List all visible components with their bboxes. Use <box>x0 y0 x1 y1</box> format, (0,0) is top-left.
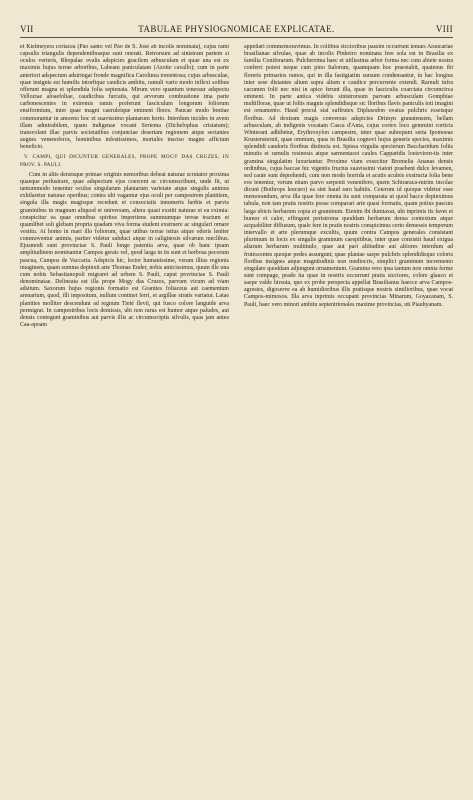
running-title: TABULAE PHYSIOGNOMICAE EXPLICATAE. <box>138 24 335 34</box>
left-paragraph-2: Cum in altis densisque primae originis nemoribus debeat naturae scrutator proxima quaeque perlustrare, quae adspectum ejus coercent ac circumscribunt, unde fit, ut tantummodo tenentur oculus singularum plantarum varietate atque singulis animus exhilaretur naturae operibus; contra ubi vagantur ejus oculi per campestrem planitiem, singula illa magis magisque recedunt et consociatis innumeris herbis et parvis graminibus in magnum aliquod et universum, altera quasi exstiti naturae et ea eximia: conspicitur ea quae omnibus spiritus imperitens summumque terrae tractum et quamlibet soli glebam propria quadam viva forma student exstruere ac singulari ornare vestitu. At homo in mari illo foliorum, quae utibus terrae istius atque odoris leniter commoventur animis, pariter videtur subduci atque in caliginosis silvarum meclibus. Ejusmodi sunt provinciae S. Pauli longe patentia arva, quae ob hanc ipsam amplitudinem nominantur Campos gerais vel, quod larga in iis sunt et herbosa pecorum pascua, Campos de Vaccaria. Adspicis hic, lector humanissime, veram illius regionis imaginem, quam summa depinxit arte Thomas Ender, nobis amicissimus, quum ille una cum nobis Sebastianopoli migraret ad urbem S. Pauli, caput provinciae S. Pauli denominatae. Delineata est illa prope Mogy das Cruzes, parvum vicum ad viam adsitum. Saxorum hujus regionis formatio est Granites foliaceus aut caementum arenarium, quod, illi impositum, nullum continet ferri, et argillae stratis variatur. Latae planities molliter descendunt ad regnum Tieté flevii, qui fusco colore languide arva permigrat. In campestribus locis demissis, ubi non rarus est humor atque paludes, aut densis contegunt graminibus aut parvis illis ac circumscriptis silvulis, quas jam antea Caa-apoam <box>20 171 229 329</box>
running-header <box>20 24 453 34</box>
right-paragraph-1: appellari commemoravimus. In collibus siccioribus passim occurrunt tenues Araucariae brasilianae silvulae, quae ab incolis Pinheiro nominata fere sola est in Brasilia ex familia Coniferarum. Pulcherrima haec et utilissima arbor forma nec cum abiete nostra conferri potest neque cum pino Italorum, quamquam hoc praestabit, quatenus ibi floreris primarios ramos, qui in illa fastigiatim sursum condensantur, in hac longius inter sese distantes alium supra alium e caudice percurrente extendi. Rarnuli infra cacumen folii nec nisi in apice ferunt illa, quae in fasciculis coarctata circumcirca eminent. In parte antica videbis sinistrorsum parvam arbusculam Gomphiae multiflorae, quae ut foliis magnis splendidisque sic floribus flavis paniculis toti imagini est ornamento. Haud procul stat suffrutex Diplusodon ovatus pulchris roseisque floribus. Ad dextram magis conversus adspicies Drimyn granatensem, bellam arbusculam, ab indigenis vocatam Casca d'Anta, cujus cortex loco gemmini corticis Winterani adhibetur, Erythroxylon campestre, inter quae subrepunt serta Ipomoeae Krustensternii, quae omnium, quas in Brasilia cognovi hujus generis species, maximis splendidi candoris floribus distincta est. Spissa virgulta specierum Baccharidum foliis minutis et ramulis resinosis atque sarmentacei caules Capparidis loeteviren-tis inter gramina singulatim luxuriantur. Proxime viam exsecitur Bromelia Ananas densis ordinibus, cujus baccae hic vigentis fructus suavissimi viatori praebent dulce levamen, sed caute sunt deprehendi, cum non modo horrida et acutis aculeis exstructa folia bene eos tenentur, verum etiam parvo serpenti venenifero, quem Schiraraca-mirim incolae dicunt (Bothrops leucuro) ea sint haud raro habitis. Ceterum id quoque videtur esse memorandum, arva illa quae fere omnia iis sunt comparata ut quod hacce depinximus tabula, non tam pratis nostris posse comparari arte quasi formatis, quam potius pascuis larga ubicis herbarum copia et graminum. Etenim ibi dumtaxat, ubi inprimis iis favet et humor et calor, effingunt peristroma quoddam herbarum densa contextum atque acquabiliter diffusum, quale fere in pratis nostris conspicimus certo demessis temporum intervallo et arte plerumque excultis, quum contra Campos generales consistant plurimum in locis ex singulis graminum caespitibus, inter quae consistit haud exigua aliarum herbarum multitudo, quae aut pari altitudine aut altiores interdum ad frutescentes quoque pedes assurgunt; quae plantae saepe pulchris splendidisque coloris floribus insignes atque magnitudinis non mediocris, simplici graminum incremento singulare quoddam adjungunt ornamentum. Gramina vero ipsa tantum non omnia ferme sunt compage, prado ita quae in nostris occurrunt pratis sicciores, colore glauco et saepe valde hirsuta, quo ex probe perspecta appellat Brasilianus haecce arva Campos-agrestes, digoserve ea ab humidioribus illis pratisque nostris similioribus, quae vocat Campos-mimosos. Illa arva inprimis occupant provincias Minarum, Goyazanam, S. Pauli, haec vero minori ambitu septentrionales maxime provincias, uti Piauhyanam. <box>244 44 453 308</box>
section-heading: V. CAMPI, QUI DICUNTUR GENERALES, PROPE MOGY DAS CRUZES, IN PROV. S. PAULI. <box>20 154 229 168</box>
header-rule <box>20 37 453 38</box>
right-column <box>244 44 453 780</box>
left-column <box>20 44 229 780</box>
page-number-right: VIII <box>435 24 453 34</box>
page-number-left: VII <box>20 24 34 34</box>
left-paragraph-1: et Kielmeyera coriacea (Páo santo vel Páo de S. José ab incolis nominata), cujus rami capsulis triangulis dependentibusque sunt onerati. Retrorsum ad sinistram partem si oculos verteris, Rhopalae ovalis adspicies gracilem arbusculam et quae una est ex maximis hujus terrae arboribus, Labeam paniculatam (Azoite cavallo); cum in parte anteriori adspectum adstringat fronde magnifica Carolinea tomentosa; cujus arbusculae, quae insignis est humilis intorfique caudicis ambitu, ramuli vario modo inflexi solibus offerunt magna et splendida folia septenata. Mirum vero quantum teneraur adspectu Velloziae aloaefoliae, caudicibus furcatis, qui arvorum combustione ima parte carbonescentes in extremis ramis proferunt fasciculum longorum foliorum ensiformium, inter quae magni caeruleique eminent flores. Paucae modo bestiae commorantur in amoeno hoc et suavissimo plantarum horto. Interdum incides in avem illam admirabilem, quam indigenae vocant Seriema (Dichelophus cristatum); transvolant illac parvis societatibus conjunctae desertam regionem atque sectantes augnes venenoferos, hominibus infestissimos, mortales insciso magno afficiunt beneficio. <box>20 44 229 151</box>
